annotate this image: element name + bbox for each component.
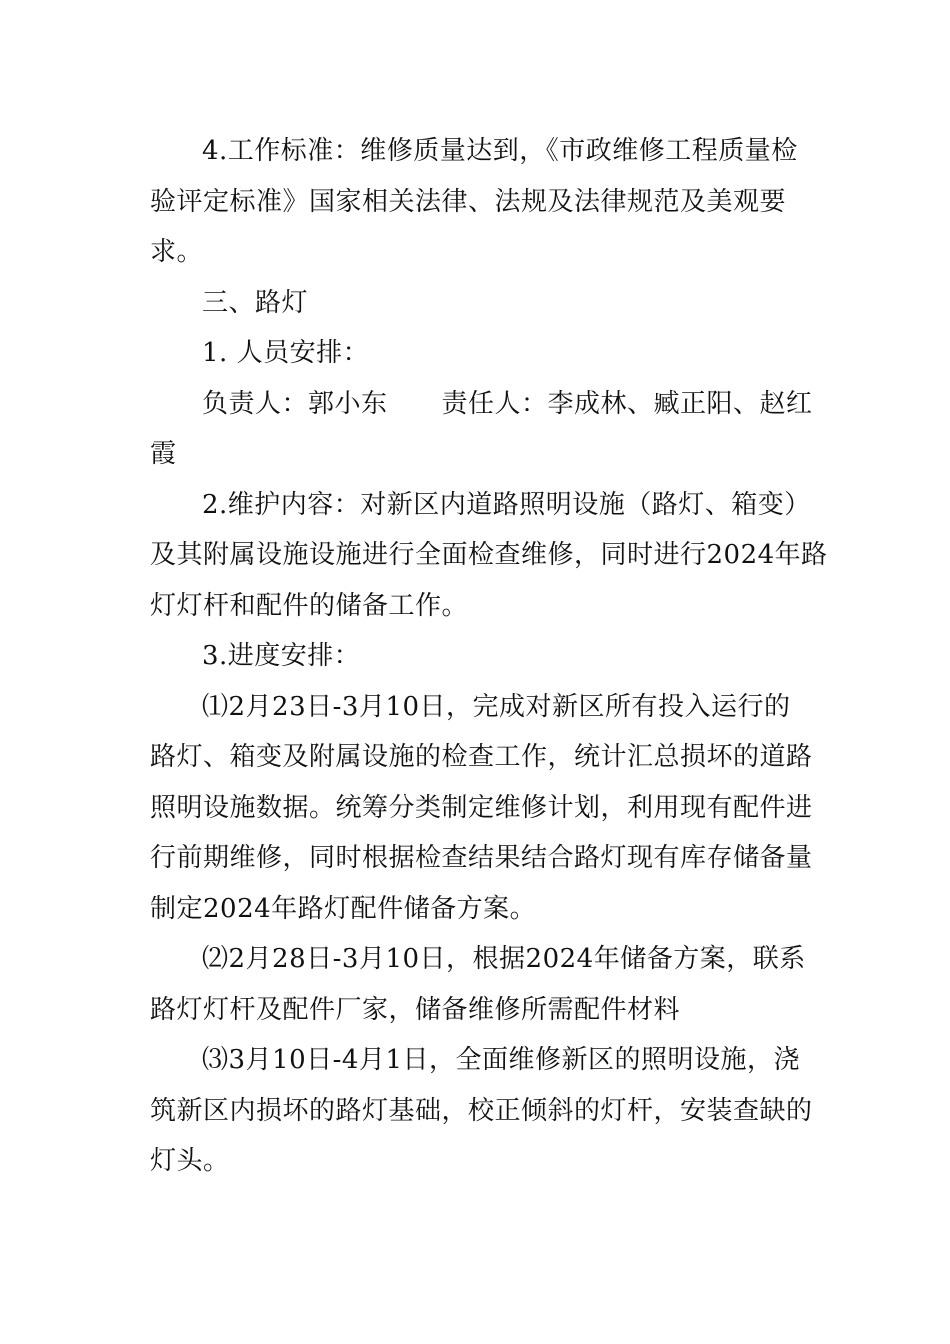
text-line: 照明设施数据。统筹分类制定维修计划，利用现有配件进 — [150, 792, 813, 823]
text-line: 筑新区内损坏的路灯基础，校正倾斜的灯杆，安装查缺的 — [150, 1095, 813, 1126]
text-line: 路灯、箱变及附属设施的检查工作，统计汇总损坏的道路 — [150, 742, 813, 772]
responsible-persons-text: 责任人：李成林、臧正阳、赵红 — [441, 388, 813, 419]
paragraph-maintenance-content — [150, 480, 828, 632]
text-line: ⑶3月10日-4月1日，全面维修新区的照明设施，浇 — [202, 1045, 800, 1075]
text-line: 求。 — [150, 237, 204, 267]
text-line: 灯头。 — [150, 1146, 230, 1176]
paragraph-schedule-item-3 — [150, 1035, 813, 1187]
paragraph-work-standard — [150, 126, 800, 278]
paragraph-staffing-heading — [150, 328, 800, 379]
text-line: 三、路灯 — [202, 287, 309, 318]
text-line — [150, 379, 813, 430]
text-line: 灯灯杆和配件的储备工作。 — [150, 590, 469, 621]
text-line: 4.工作标准：维修质量达到，《市政维修工程质量检 — [202, 136, 798, 166]
paragraph-schedule-item-2 — [150, 934, 806, 1035]
text-line: 霞 — [150, 439, 177, 469]
text-line: 制定2024年路灯配件储备方案。 — [150, 893, 537, 924]
text-line: ⑵2月28日-3月10日，根据2024年储备方案，联系 — [202, 944, 806, 974]
text-line: 验评定标准》国家相关法律、法规及法律规范及美观要 — [150, 186, 787, 217]
lead-person-text: 负责人：郭小东 — [202, 388, 388, 419]
text-line: 行前期维修，同时根据检查结果结合路灯现有库存储备量 — [150, 843, 813, 873]
document-body — [150, 126, 828, 1187]
text-line: 1. 人员安排： — [202, 338, 370, 368]
text-line: 3.进度安排： — [202, 641, 361, 671]
paragraph-schedule-item-1 — [150, 682, 813, 935]
text-line: 2.维护内容：对新区内道路照明设施（路灯、箱变） — [202, 489, 811, 520]
section-heading-streetlights — [150, 278, 800, 329]
text-line: ⑴2月23日-3月10日，完成对新区所有投入运行的 — [202, 691, 791, 722]
paragraph-staffing — [150, 379, 813, 480]
text-line: 及其附属设施设施进行全面检查维修，同时进行2024年路 — [150, 540, 828, 570]
paragraph-schedule-heading — [150, 631, 800, 682]
text-line: 路灯灯杆及配件厂家，储备维修所需配件材料 — [150, 994, 681, 1025]
